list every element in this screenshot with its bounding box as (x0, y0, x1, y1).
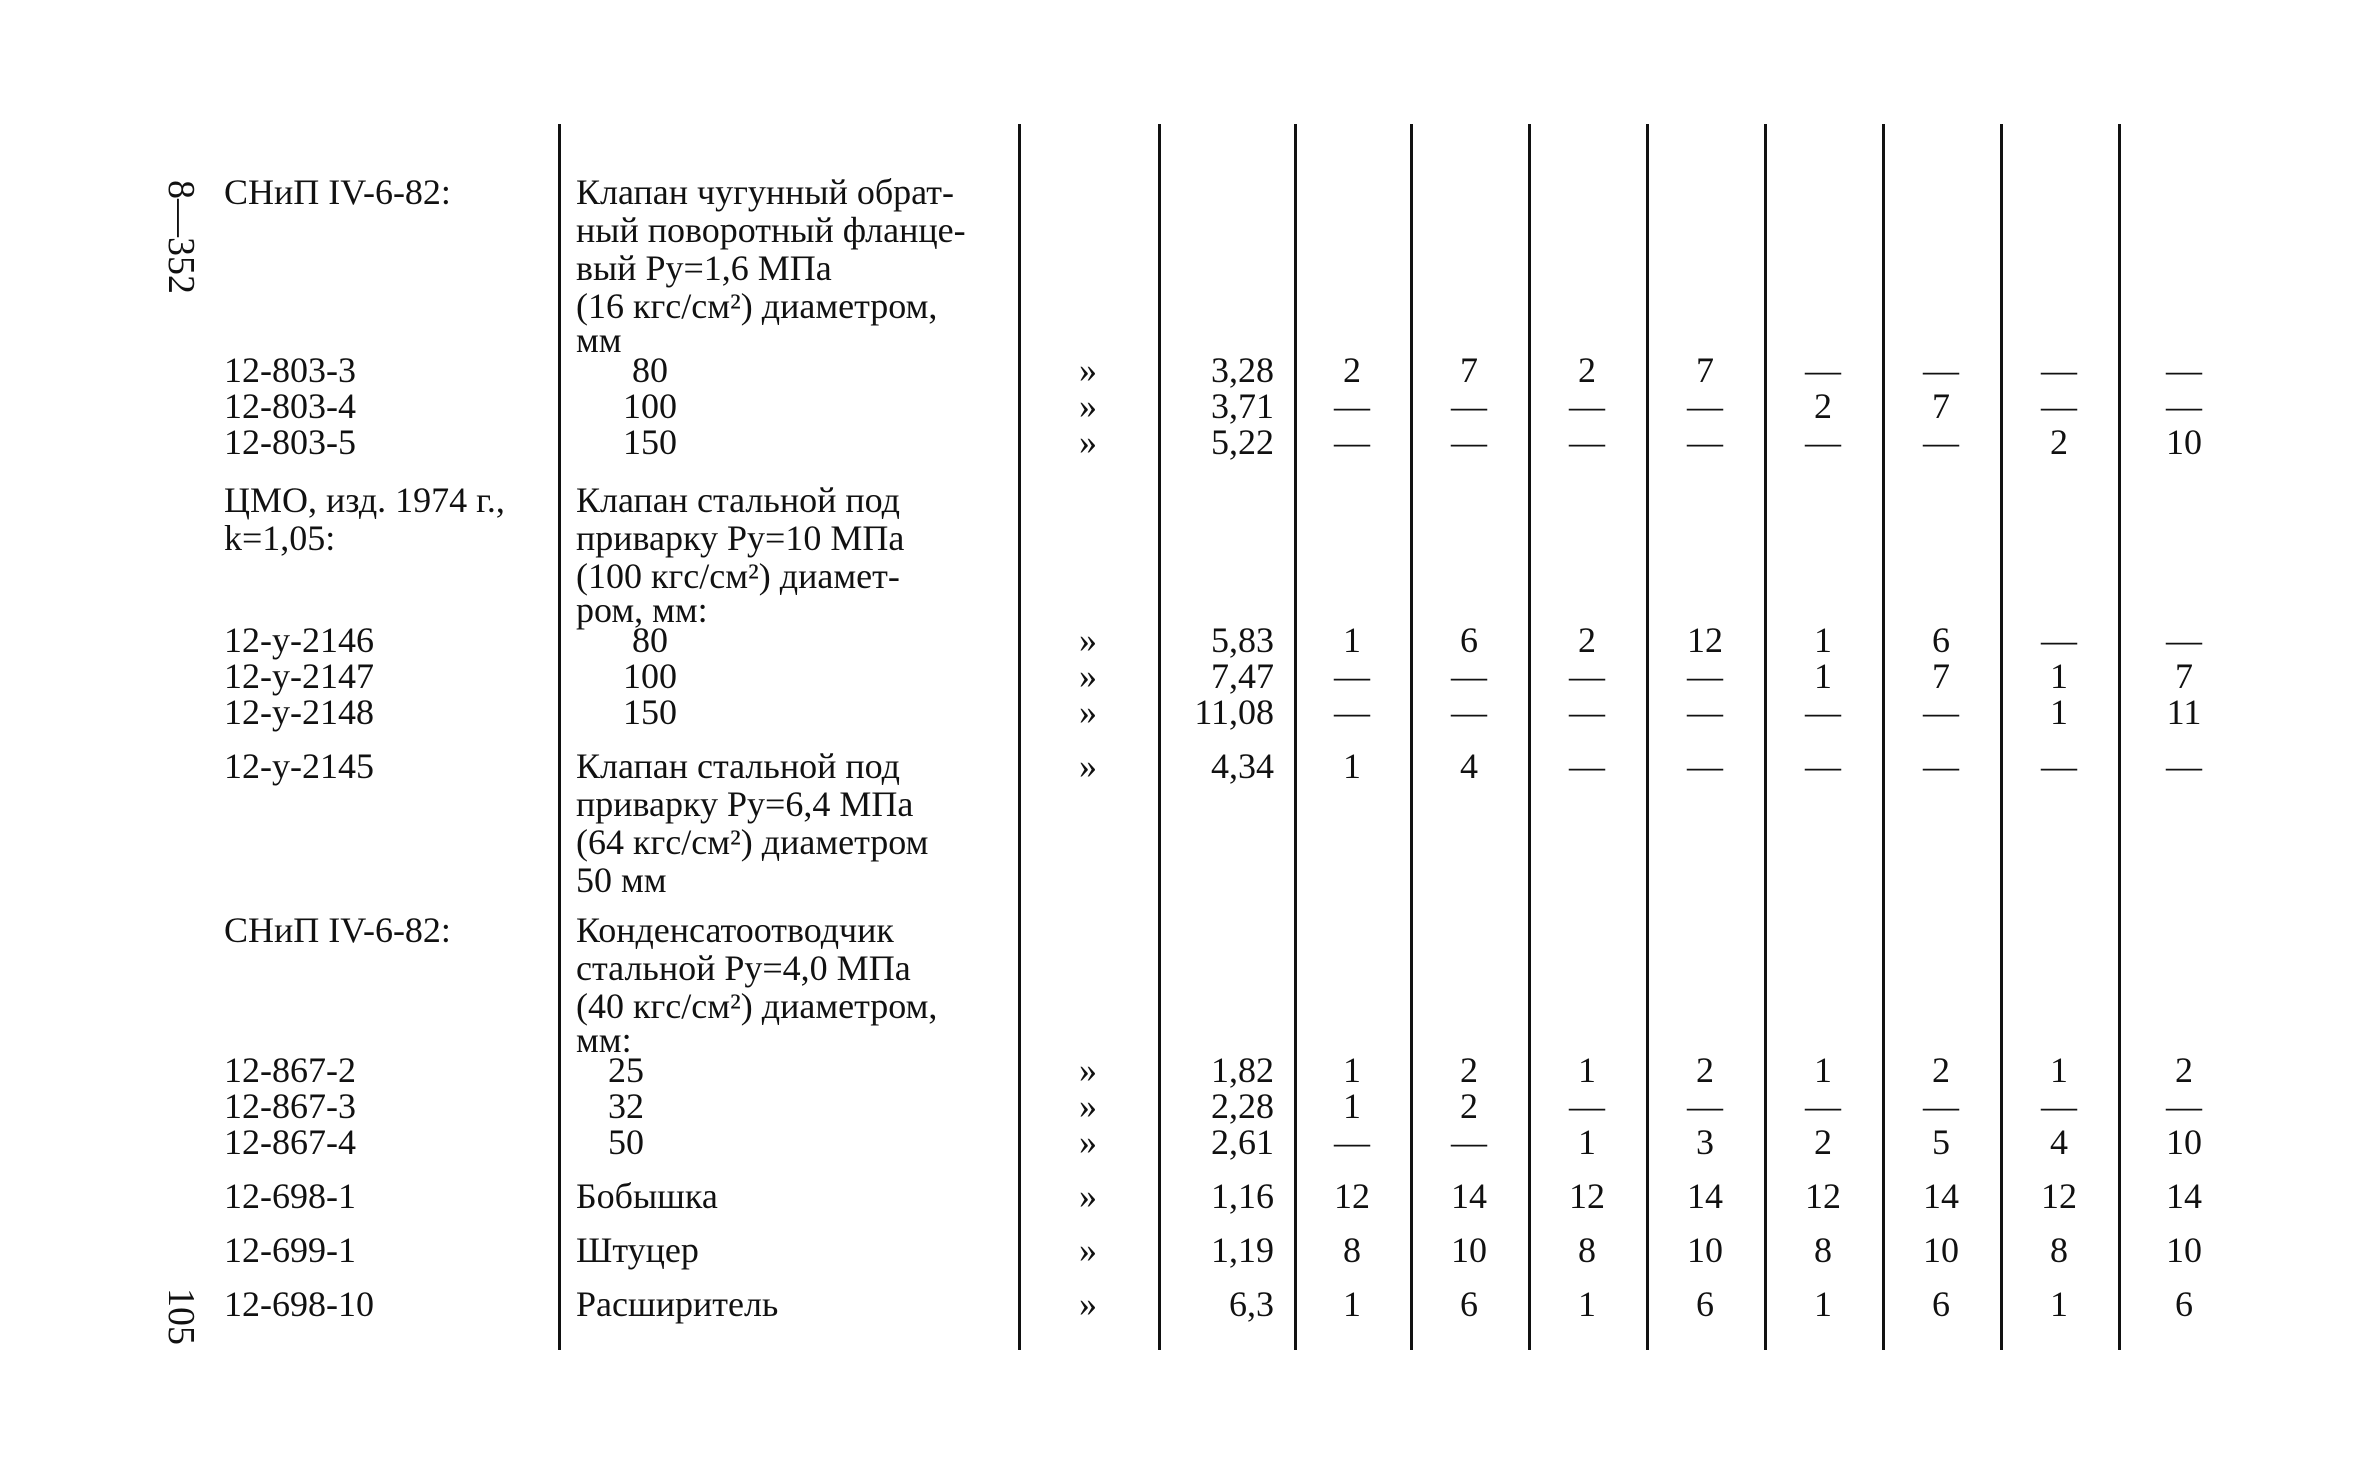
quantity-cell: 14 (1451, 1176, 1487, 1216)
quantity-cell: 6 (1932, 620, 1950, 660)
description-line: Расширитель (576, 1284, 779, 1324)
row-code: 12-803-5 (224, 422, 356, 462)
quantity-cell: 8 (1343, 1230, 1361, 1270)
row-code: 12-698-1 (224, 1176, 356, 1216)
row-value: 5,83 (1211, 620, 1274, 660)
quantity-cell: 1 (1343, 1050, 1361, 1090)
quantity-cell: 6 (2175, 1284, 2193, 1324)
quantity-cell: 1 (1343, 746, 1361, 786)
quantity-cell: — (1687, 746, 1723, 786)
row-value: 11,08 (1194, 692, 1274, 732)
quantity-cell: — (1805, 422, 1841, 462)
quantity-cell: 7 (1932, 656, 1950, 696)
row-unit: » (1079, 1230, 1097, 1270)
sheet-number: 8—352 (160, 180, 202, 294)
description-line: Бобышка (576, 1176, 718, 1216)
quantity-cell: 12 (2041, 1176, 2077, 1216)
description-line: приварку Pу=6,4 МПа (576, 784, 914, 824)
quantity-cell: — (2041, 350, 2077, 390)
row-unit: » (1079, 1122, 1097, 1162)
quantity-cell: 11 (2166, 692, 2202, 732)
quantity-cell: — (1805, 1086, 1841, 1126)
quantity-cell: — (1334, 656, 1370, 696)
row-size: 80 (632, 620, 668, 660)
description-line: Конденсатоотводчик (576, 910, 894, 950)
row-value: 3,71 (1211, 386, 1274, 426)
description-line: (16 кгс/см²) диаметром, (576, 286, 938, 326)
row-code: 12-803-3 (224, 350, 356, 390)
quantity-cell: — (1451, 386, 1487, 426)
quantity-cell: 12 (1569, 1176, 1605, 1216)
description-line: мм: (576, 1020, 632, 1060)
description-line: (100 кгс/см²) диамет- (576, 556, 900, 596)
source-reference: ЦМО, изд. 1974 г., (224, 480, 505, 520)
quantity-cell: 7 (1460, 350, 1478, 390)
row-value: 1,16 (1211, 1176, 1274, 1216)
quantity-cell: — (1687, 656, 1723, 696)
quantity-cell: 6 (1696, 1284, 1714, 1324)
quantity-cell: 7 (1932, 386, 1950, 426)
description-line: приварку Pу=10 МПа (576, 518, 905, 558)
description-line: Клапан стальной под (576, 480, 900, 520)
row-value: 7,47 (1211, 656, 1274, 696)
source-reference: СНиП IV-6-82: (224, 172, 451, 212)
row-size: 150 (623, 692, 677, 732)
quantity-cell: 1 (1814, 656, 1832, 696)
quantity-cell: 1 (2050, 692, 2068, 732)
quantity-cell: 10 (1451, 1230, 1487, 1270)
row-unit: » (1079, 1086, 1097, 1126)
quantity-cell: 8 (1578, 1230, 1596, 1270)
row-unit: » (1079, 1176, 1097, 1216)
quantity-cell: 1 (1343, 1284, 1361, 1324)
row-size: 100 (623, 386, 677, 426)
row-code: 12-у-2147 (224, 656, 374, 696)
quantity-cell: — (2166, 1086, 2202, 1126)
quantity-cell: 7 (2175, 656, 2193, 696)
column-divider (1018, 124, 1021, 1350)
description-line: мм (576, 320, 622, 360)
quantity-cell: 12 (1334, 1176, 1370, 1216)
row-unit: » (1079, 386, 1097, 426)
quantity-cell: 2 (1932, 1050, 1950, 1090)
quantity-cell: 6 (1460, 1284, 1478, 1324)
quantity-cell: 10 (2166, 422, 2202, 462)
quantity-cell: — (1805, 692, 1841, 732)
quantity-cell: — (1687, 1086, 1723, 1126)
column-divider (1294, 124, 1297, 1350)
description-line: Клапан чугунный обрат- (576, 172, 954, 212)
quantity-cell: 2 (1460, 1086, 1478, 1126)
quantity-cell: — (1569, 746, 1605, 786)
quantity-cell: — (1687, 692, 1723, 732)
column-divider (558, 124, 561, 1350)
quantity-cell: 2 (2175, 1050, 2193, 1090)
description-line: ный поворотный фланце- (576, 210, 966, 250)
quantity-cell: — (2041, 746, 2077, 786)
quantity-cell: — (1687, 422, 1723, 462)
quantity-cell: 2 (1578, 620, 1596, 660)
quantity-cell: — (2041, 1086, 2077, 1126)
quantity-cell: 5 (1932, 1122, 1950, 1162)
description-line: (40 кгс/см²) диаметром, (576, 986, 938, 1026)
row-code: 12-у-2148 (224, 692, 374, 732)
quantity-cell: — (1451, 692, 1487, 732)
row-value: 1,19 (1211, 1230, 1274, 1270)
row-code: 12-867-2 (224, 1050, 356, 1090)
quantity-cell: — (1687, 386, 1723, 426)
quantity-cell: — (1569, 1086, 1605, 1126)
row-size: 100 (623, 656, 677, 696)
row-unit: » (1079, 620, 1097, 660)
column-divider (1882, 124, 1885, 1350)
row-unit: » (1079, 656, 1097, 696)
quantity-cell: 4 (1460, 746, 1478, 786)
quantity-cell: 1 (1578, 1122, 1596, 1162)
row-value: 1,82 (1211, 1050, 1274, 1090)
description-line: ром, мм: (576, 590, 708, 630)
column-divider (2118, 124, 2121, 1350)
row-value: 6,3 (1229, 1284, 1274, 1324)
quantity-cell: — (2166, 620, 2202, 660)
row-code: 12-699-1 (224, 1230, 356, 1270)
column-divider (1158, 124, 1161, 1350)
quantity-cell: 2 (2050, 422, 2068, 462)
column-divider (1646, 124, 1649, 1350)
quantity-cell: 6 (1460, 620, 1478, 660)
row-size: 32 (608, 1086, 644, 1126)
row-code: 12-803-4 (224, 386, 356, 426)
row-value: 2,28 (1211, 1086, 1274, 1126)
description-line: Клапан стальной под (576, 746, 900, 786)
quantity-cell: — (1923, 692, 1959, 732)
page-number: 105 (160, 1288, 202, 1345)
row-unit: » (1079, 1050, 1097, 1090)
row-size: 25 (608, 1050, 644, 1090)
row-value: 2,61 (1211, 1122, 1274, 1162)
column-divider (2000, 124, 2003, 1350)
quantity-cell: 1 (1814, 1284, 1832, 1324)
row-size: 80 (632, 350, 668, 390)
quantity-cell: 1 (1343, 1086, 1361, 1126)
quantity-cell: — (1334, 422, 1370, 462)
quantity-cell: — (2166, 386, 2202, 426)
row-value: 5,22 (1211, 422, 1274, 462)
quantity-cell: — (2166, 350, 2202, 390)
quantity-cell: 3 (1696, 1122, 1714, 1162)
row-code: 12-у-2146 (224, 620, 374, 660)
quantity-cell: 2 (1460, 1050, 1478, 1090)
quantity-cell: 1 (1814, 1050, 1832, 1090)
quantity-cell: 12 (1805, 1176, 1841, 1216)
quantity-cell: — (1805, 746, 1841, 786)
row-code: 12-698-10 (224, 1284, 374, 1324)
quantity-cell: — (1334, 692, 1370, 732)
quantity-cell: — (1569, 422, 1605, 462)
quantity-cell: 1 (2050, 1050, 2068, 1090)
row-unit: » (1079, 350, 1097, 390)
quantity-cell: 6 (1932, 1284, 1950, 1324)
quantity-cell: 10 (2166, 1230, 2202, 1270)
quantity-cell: 2 (1578, 350, 1596, 390)
quantity-cell: 2 (1814, 386, 1832, 426)
row-value: 4,34 (1211, 746, 1274, 786)
quantity-cell: — (1334, 386, 1370, 426)
quantity-cell: 10 (1687, 1230, 1723, 1270)
quantity-cell: — (1923, 1086, 1959, 1126)
quantity-cell: — (1923, 422, 1959, 462)
quantity-cell: — (1923, 746, 1959, 786)
quantity-cell: 2 (1814, 1122, 1832, 1162)
quantity-cell: 10 (1923, 1230, 1959, 1270)
quantity-cell: — (1451, 422, 1487, 462)
quantity-cell: 14 (2166, 1176, 2202, 1216)
description-line: стальной Pу=4,0 МПа (576, 948, 911, 988)
quantity-cell: 1 (1343, 620, 1361, 660)
quantity-cell: — (1451, 1122, 1487, 1162)
row-code: 12-у-2145 (224, 746, 374, 786)
quantity-cell: 1 (2050, 1284, 2068, 1324)
quantity-cell: — (1451, 656, 1487, 696)
source-reference: СНиП IV-6-82: (224, 910, 451, 950)
quantity-cell: 4 (2050, 1122, 2068, 1162)
quantity-cell: — (1805, 350, 1841, 390)
quantity-cell: 2 (1343, 350, 1361, 390)
source-reference: k=1,05: (224, 518, 336, 558)
quantity-cell: 2 (1696, 1050, 1714, 1090)
quantity-cell: 8 (2050, 1230, 2068, 1270)
row-unit: » (1079, 692, 1097, 732)
quantity-cell: 8 (1814, 1230, 1832, 1270)
quantity-cell: 10 (2166, 1122, 2202, 1162)
quantity-cell: — (1569, 656, 1605, 696)
quantity-cell: — (1569, 692, 1605, 732)
column-divider (1528, 124, 1531, 1350)
quantity-cell: — (1569, 386, 1605, 426)
description-line: вый Pу=1,6 МПа (576, 248, 832, 288)
quantity-cell: — (2041, 620, 2077, 660)
quantity-cell: 7 (1696, 350, 1714, 390)
row-unit: » (1079, 422, 1097, 462)
quantity-cell: 14 (1923, 1176, 1959, 1216)
row-size: 150 (623, 422, 677, 462)
column-divider (1764, 124, 1767, 1350)
row-unit: » (1079, 1284, 1097, 1324)
row-unit: » (1079, 746, 1097, 786)
quantity-cell: — (2041, 386, 2077, 426)
column-divider (1410, 124, 1413, 1350)
quantity-cell: 12 (1687, 620, 1723, 660)
description-line: 50 мм (576, 860, 667, 900)
description-line: Штуцер (576, 1230, 699, 1270)
quantity-cell: 14 (1687, 1176, 1723, 1216)
quantity-cell: 1 (1578, 1284, 1596, 1324)
quantity-cell: — (1923, 350, 1959, 390)
row-code: 12-867-4 (224, 1122, 356, 1162)
row-code: 12-867-3 (224, 1086, 356, 1126)
row-size: 50 (608, 1122, 644, 1162)
description-line: (64 кгс/см²) диаметром (576, 822, 929, 862)
quantity-cell: 1 (2050, 656, 2068, 696)
quantity-cell: — (2166, 746, 2202, 786)
quantity-cell: — (1334, 1122, 1370, 1162)
quantity-cell: 1 (1578, 1050, 1596, 1090)
quantity-cell: 1 (1814, 620, 1832, 660)
row-value: 3,28 (1211, 350, 1274, 390)
